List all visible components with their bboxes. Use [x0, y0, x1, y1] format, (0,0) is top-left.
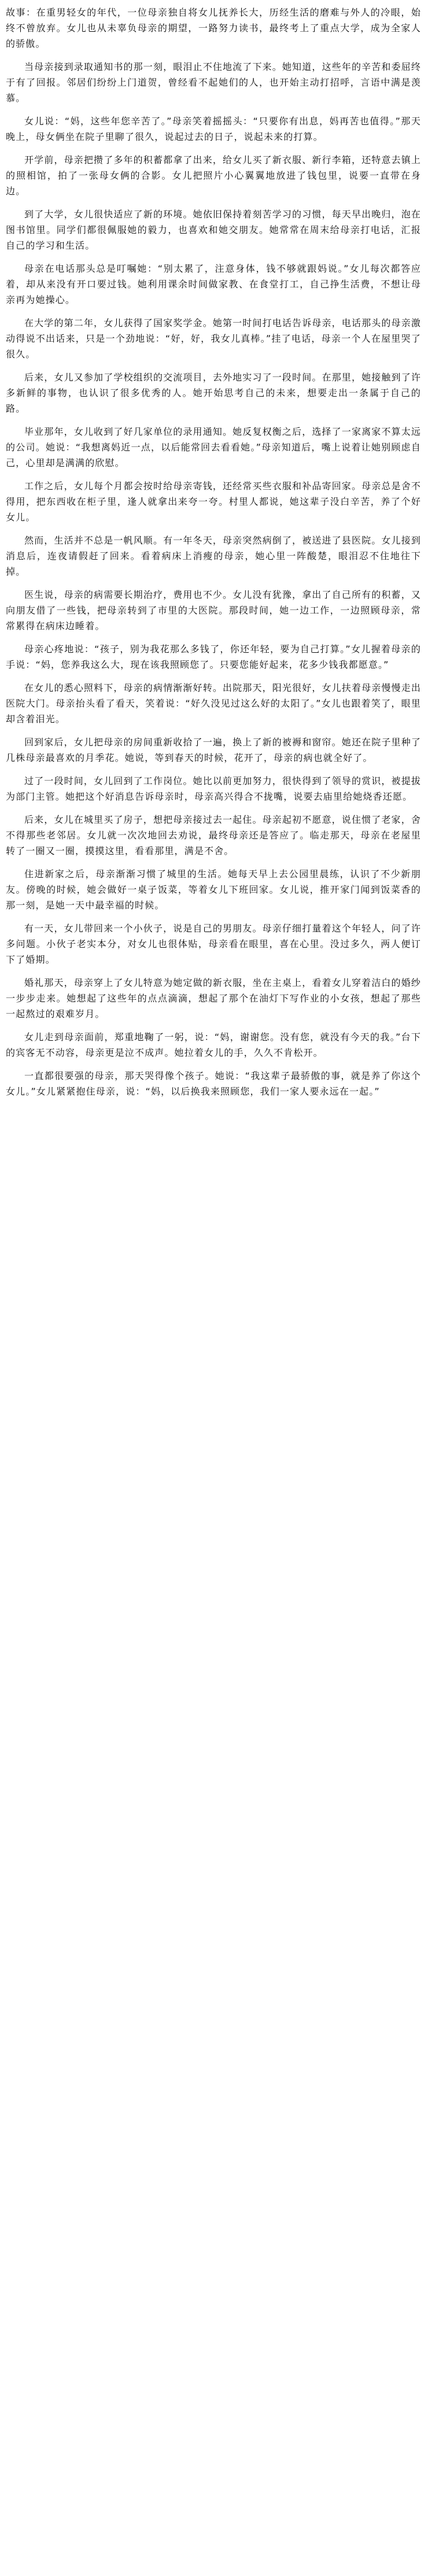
story-paragraph-11: 然而，生活并不总是一帆风顺。有一年冬天，母亲突然病倒了，被送进了县医院。女儿接到消息后，连夜请假赶了回来。看着病床上消瘦的母亲，她心里一阵酸楚，眼泪忍不住地往下掉。 [6, 535, 422, 577]
story-paragraph-22: 一直都很要强的母亲，那天哭得像个孩子。她说：“我这辈子最骄傲的事，就是养了你这个女儿。”女儿紧紧抱住母亲，说：“妈，以后换我来照顾您，我们一家人要永远在一起。” [6, 1070, 421, 1097]
story-paragraph-7: 在大学的第二年，女儿获得了国家奖学金。她第一时间打电话告诉母亲，电话那头的母亲激动得说不出话来，只是一个劲地说：“好，好，我女儿真棒。”挂了电话，母亲一个人在屋里哭了很久。 [6, 317, 422, 360]
story-paragraph-4: 开学前，母亲把攒了多年的积蓄都拿了出来，给女儿买了新衣服、新行李箱，还特意去镇上的照相馆，拍了一张母女俩的合影。女儿把照片小心翼翼地放进了钱包里，说要一直带在身边。 [6, 154, 422, 197]
story-paragraph-15: 回到家后，女儿把母亲的房间重新收拾了一遍，换上了新的被褥和窗帘。她还在院子里种了几株母亲最喜欢的月季花。她说，等到春天的时候，花开了，母亲的病也就全好了。 [6, 737, 422, 763]
story-paragraph-19: 有一天，女儿带回来一个小伙子，说是自己的男朋友。母亲仔细打量着这个年轻人，问了许多问题。小伙子老实本分，对女儿也很体贴，母亲看在眼里，喜在心里。没过多久，两人便订下了婚期。 [6, 923, 422, 965]
story-paragraph-12: 医生说，母亲的病需要长期治疗，费用也不少。女儿没有犹豫，拿出了自己所有的积蓄，又向朋友借了一些钱，把母亲转到了市里的大医院。那段时间，她一边工作，一边照顾母亲，常常累得在病床边睡着。 [6, 589, 422, 631]
story-paragraph-8: 后来，女儿又参加了学校组织的交流项目，去外地实习了一段时间。在那里，她接触到了许多新鲜的事物，也认识了很多优秀的人。她开始思考自己的未来，想要走出一条属于自己的路。 [6, 372, 422, 414]
story-paragraph-3: 女儿说：“妈，这些年您辛苦了。”母亲笑着摇摇头：“只要你有出息，妈再苦也值得。”那天晚上，母女俩坐在院子里聊了很久，说起过去的日子，说起未来的打算。 [6, 116, 421, 142]
story-paragraph-20: 婚礼那天，母亲穿上了女儿特意为她定做的新衣服，坐在主桌上，看着女儿穿着洁白的婚纱一步步走来。她想起了这些年的点点滴滴，想起了那个在油灯下写作业的小女孩，想起了那些一起熬过的艰难岁月。 [6, 977, 422, 1019]
story-paragraph-10: 工作之后，女儿每个月都会按时给母亲寄钱，还经常买些衣服和补品寄回家。母亲总是舍不得用，把东西收在柜子里，逢人就拿出来夸一夸。村里人都说，她这辈子没白辛苦，养了个好女儿。 [6, 481, 422, 523]
story-paragraph-13: 母亲心疼地说：“孩子，别为我花那么多钱了，你还年轻，要为自己打算。”女儿握着母亲的手说：“妈，您养我这么大，现在该我照顾您了。只要您能好起来，花多少钱我都愿意。” [6, 644, 421, 670]
story-paragraph-2: 当母亲接到录取通知书的那一刻，眼泪止不住地流了下来。她知道，这些年的辛苦和委屈终于有了回报。邻居们纷纷上门道贺，曾经看不起她们的人，也开始主动打招呼，言语中满是羡慕。 [6, 61, 422, 104]
story-paragraph-1: 故事：在重男轻女的年代，一位母亲独自将女儿抚养长大，历经生活的磨难与外人的冷眼，始终不曾放弃。女儿也从未辜负母亲的期望，一路努力读书，最终考上了重点大学，成为全家人的骄傲。 [6, 7, 421, 49]
story-paragraph-14: 在女儿的悉心照料下，母亲的病情渐渐好转。出院那天，阳光很好，女儿扶着母亲慢慢走出医院大门。母亲抬头看了看天，笑着说：“好久没见过这么好的太阳了。”女儿也跟着笑了，眼里却含着泪光。 [6, 682, 422, 725]
story-paragraph-17: 后来，女儿在城里买了房子，想把母亲接过去一起住。母亲起初不愿意，说住惯了老家，舍不得那些老邻居。女儿就一次次地回去劝说，最终母亲还是答应了。临走那天，母亲在老屋里转了一圈又一圈，摸摸这里，看看那里，满是不舍。 [6, 814, 422, 856]
story-paragraph-21: 女儿走到母亲面前，郑重地鞠了一躬，说：“妈，谢谢您。没有您，就没有今天的我。”台下的宾客无不动容，母亲更是泣不成声。她拉着女儿的手，久久不肯松开。 [6, 1032, 421, 1058]
story-paragraph-16: 过了一段时间，女儿回到了工作岗位。她比以前更加努力，很快得到了领导的赏识，被提拔为部门主管。她把这个好消息告诉母亲时，母亲高兴得合不拢嘴，说要去庙里给她烧香还愿。 [6, 775, 422, 802]
story-paragraph-9: 毕业那年，女儿收到了好几家单位的录用通知。她反复权衡之后，选择了一家离家不算太远的公司。她说：“我想离妈近一点，以后能常回去看看她。”母亲知道后，嘴上说着让她别顾虑自己，心里却是满满的欣慰。 [6, 426, 422, 468]
story-paragraph-6: 母亲在电话那头总是叮嘱她：“别太累了，注意身体，钱不够就跟妈说。”女儿每次都答应着，却从来没有开口要过钱。她利用课余时间做家教、在食堂打工，自己挣生活费，不想让母亲再为她操心。 [6, 263, 421, 305]
story-paragraph-18: 住进新家之后，母亲渐渐习惯了城里的生活。她每天早上去公园里晨练，认识了不少新朋友。傍晚的时候，她会做好一桌子饭菜，等着女儿下班回家。女儿说，推开家门闻到饭菜香的那一刻，是她一天中最幸福的时候。 [6, 868, 421, 911]
story-paragraph-5: 到了大学，女儿很快适应了新的环境。她依旧保持着刻苦学习的习惯，每天早出晚归，泡在图书馆里。同学们都很佩服她的毅力，也喜欢和她交朋友。她常常在周末给母亲打电话，汇报自己的学习和生活。 [6, 209, 422, 251]
